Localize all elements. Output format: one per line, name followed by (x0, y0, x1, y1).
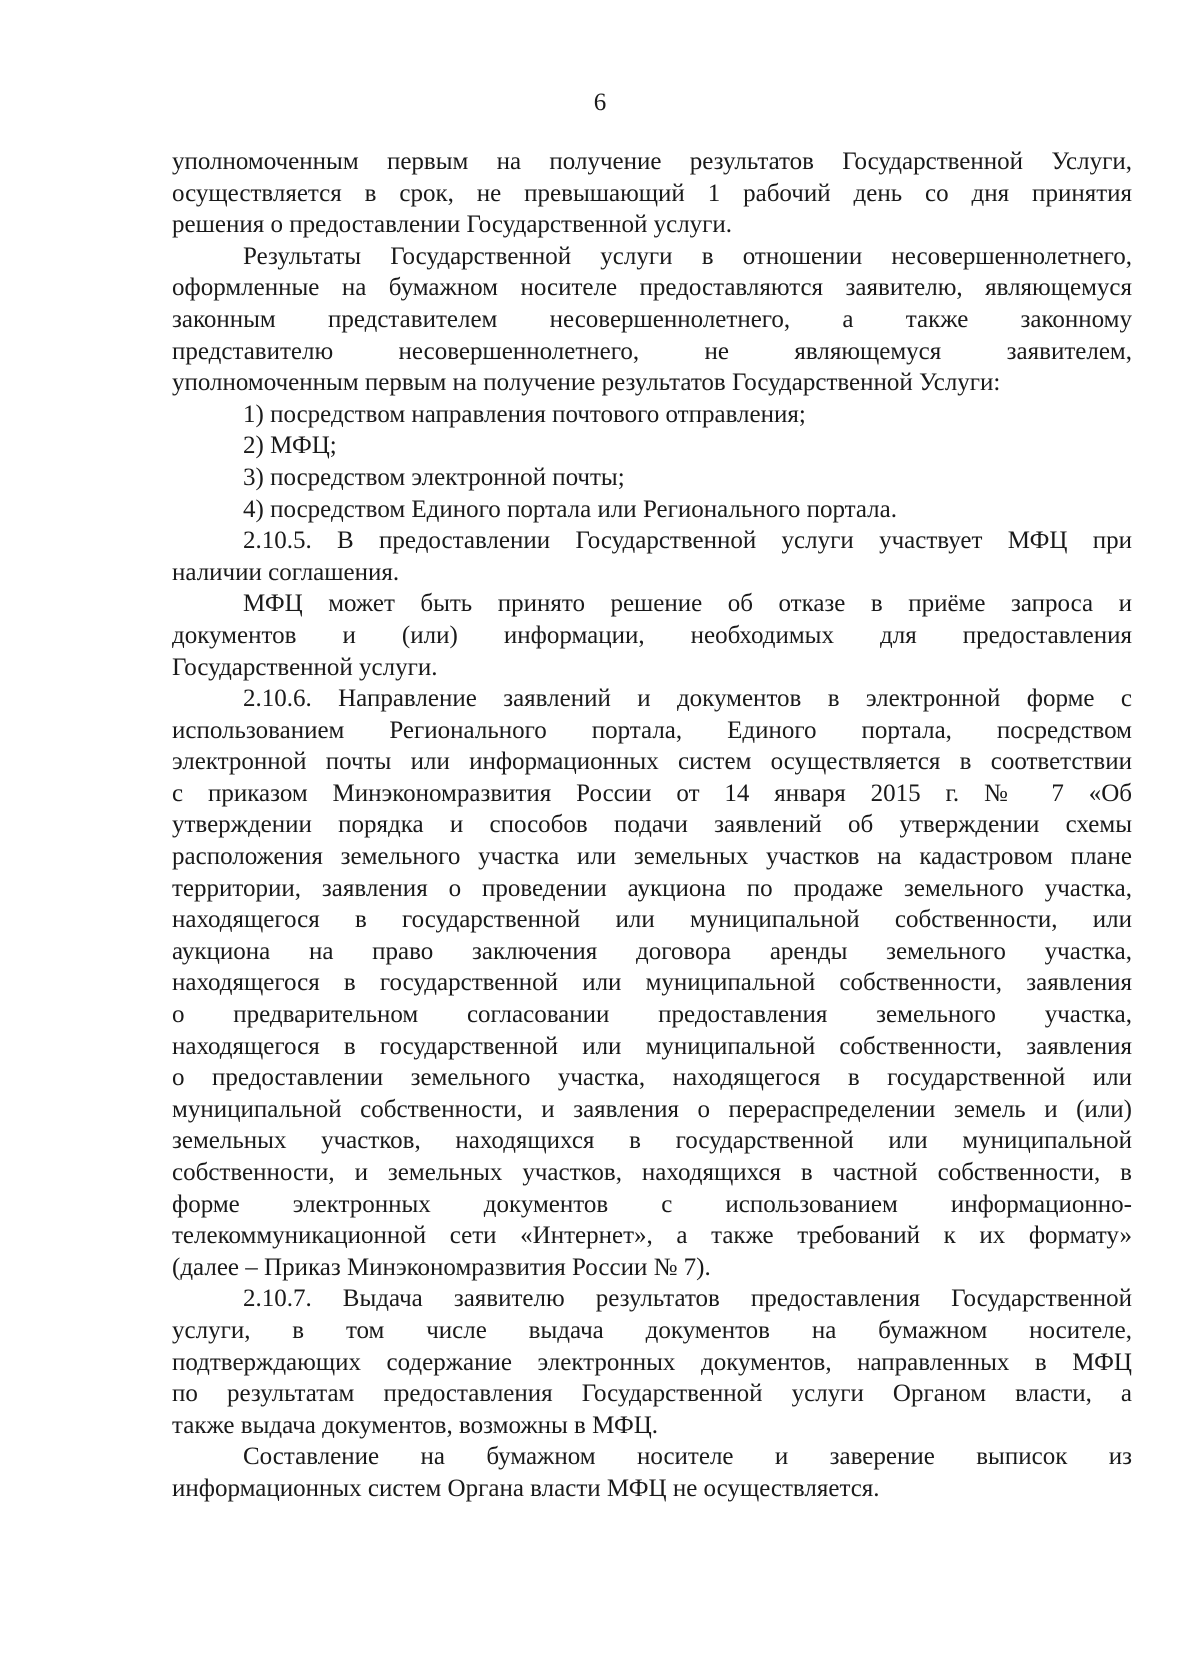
paragraph-line: 2.10.6. Направление заявлений и документов в электронной форме с (243, 685, 1132, 713)
paragraph-line: собственности, и земельных участков, находящихся в частной собственности, в (172, 1159, 1132, 1186)
paragraph-line: 2.10.7. Выдача заявителю результатов предоставления Государственной (243, 1285, 1132, 1313)
paragraph-line: Результаты Государственной услуги в отношении несовершеннолетнего, (243, 242, 1132, 270)
paragraph-line: расположения земельного участка или земельных участков на кадастровом плане (172, 843, 1132, 871)
list-item: 2) МФЦ; (243, 432, 337, 460)
paragraph-line: оформленные на бумажном носителе предоставляются заявителю, являющемуся (172, 274, 1132, 302)
paragraph-line: земельных участков, находящихся в государственной или муниципальной (172, 1127, 1132, 1155)
paragraph-line: находящегося в государственной или муниципальной собственности, или (172, 906, 1132, 934)
paragraph-line: утверждении порядка и способов подачи заявлений об утверждении схемы (172, 811, 1132, 839)
paragraph-line: Государственной услуги. (172, 653, 438, 681)
list-item: 4) посредством Единого портала или Регионального портала. (243, 495, 897, 523)
paragraph-line: электронной почты или информационных систем осуществляется в соответствии (172, 748, 1132, 776)
body-text (172, 146, 1132, 1505)
paragraph-line: 2.10.5. В предоставлении Государственной услуги участвует МФЦ при (243, 527, 1132, 555)
paragraph-line: наличии соглашения. (172, 558, 400, 586)
paragraph-line: находящегося в государственной или муниципальной собственности, заявления (172, 969, 1132, 997)
paragraph-line: представителю несовершеннолетнего, не являющемуся заявителем, (172, 337, 1132, 365)
paragraph-line: МФЦ может быть принято решение об отказе в приёме запроса и (243, 590, 1132, 618)
paragraph-line: муниципальной собственности, и заявления о перераспределении земель и (или) (172, 1095, 1132, 1123)
paragraph-line: о предварительном согласовании предоставления земельного участка, (172, 1001, 1132, 1029)
paragraph-line: с приказом Минэкономразвития России от 14 января 2015 г. № 7 «Об (172, 779, 1132, 807)
paragraph-line: решения о предоставлении Государственной услуги. (172, 211, 733, 239)
paragraph-line: аукциона на право заключения договора аренды земельного участка, (172, 937, 1132, 965)
paragraph-line: уполномоченным первым на получение результатов Государственной Услуги: (172, 369, 1001, 397)
paragraph-line: уполномоченным первым на получение результатов Государственной Услуги, (172, 148, 1132, 175)
paragraph-line: услуги, в том числе выдача документов на бумажном носителе, (172, 1316, 1132, 1344)
paragraph-line: о предоставлении земельного участка, находящегося в государственной или (172, 1064, 1132, 1092)
list-item: 1) посредством направления почтового отправления; (243, 400, 806, 428)
paragraph-line: телекоммуникационной сети «Интернет», а также требований к их формату» (172, 1222, 1132, 1250)
paragraph-line: также выдача документов, возможны в МФЦ. (172, 1411, 659, 1439)
paragraph-line: форме электронных документов с использованием информационно- (172, 1190, 1132, 1218)
paragraph-line: законным представителем несовершеннолетнего, а также законному (172, 305, 1132, 333)
paragraph-line: использованием Регионального портала, Единого портала, посредством (172, 716, 1132, 744)
paragraph-line: Составление на бумажном носителе и заверение выписок из (243, 1443, 1132, 1471)
paragraph-line: осуществляется в срок, не превышающий 1 рабочий день со дня принятия (172, 179, 1132, 207)
page-number: 6 (593, 89, 607, 116)
paragraph-line: документов и (или) информации, необходимых для предоставления (172, 621, 1132, 649)
paragraph-line: подтверждающих содержание электронных документов, направленных в МФЦ (172, 1348, 1132, 1376)
paragraph-line: территории, заявления о проведении аукциона по продаже земельного участка, (172, 874, 1132, 902)
paragraph-line: (далее – Приказ Минэкономразвития России № 7). (172, 1253, 711, 1281)
paragraph-line: по результатам предоставления Государственной услуги Органом власти, а (172, 1380, 1132, 1408)
paragraph-line: информационных систем Органа власти МФЦ не осуществляется. (172, 1474, 880, 1502)
list-item: 3) посредством электронной почты; (243, 463, 625, 491)
paragraph-line: находящегося в государственной или муниципальной собственности, заявления (172, 1032, 1132, 1060)
